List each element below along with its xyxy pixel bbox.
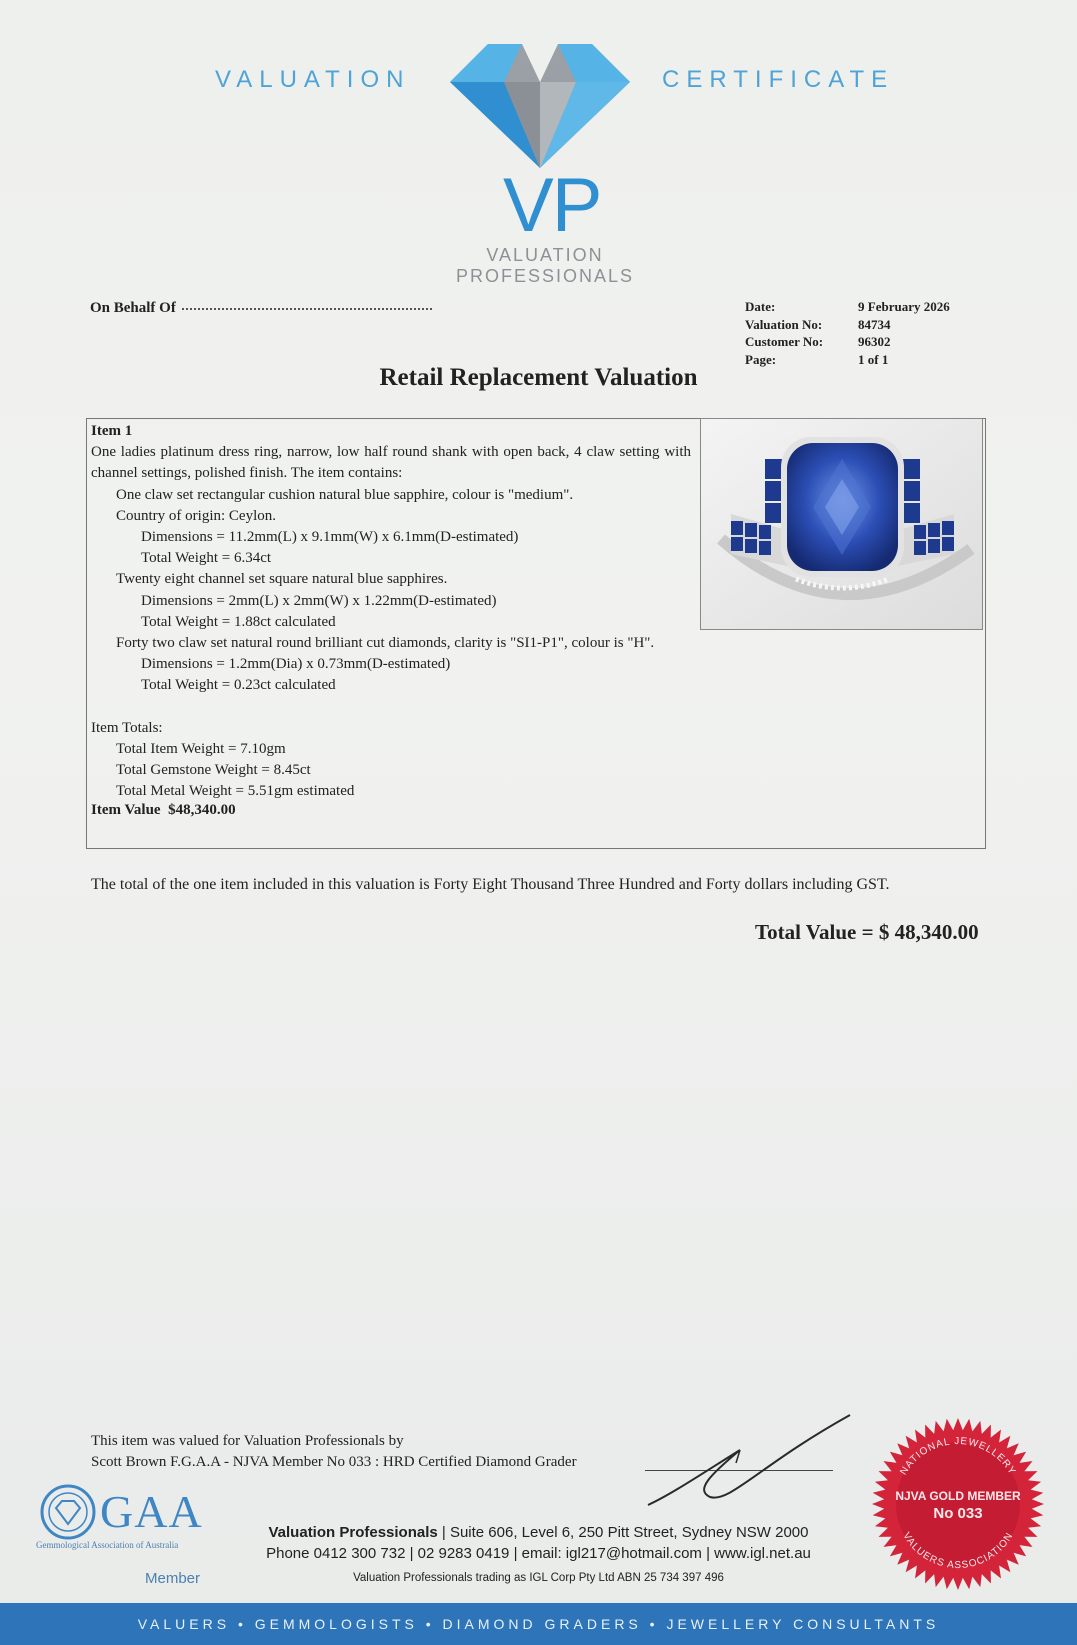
- total-value: Total Value = $ 48,340.00: [755, 920, 979, 944]
- header-word-certificate: CERTIFICATE: [662, 66, 895, 93]
- footer-band: VALUERS • GEMMOLOGISTS • DIAMOND GRADERS • JEWELLERY CONSULTANTS: [0, 1603, 1077, 1645]
- seal-line2: No 033: [933, 1505, 983, 1522]
- item-diamond-weight: Total Weight = 0.23ct calculated: [141, 677, 336, 694]
- item-centre-stone: One claw set rectangular cushion natural blue sapphire, colour is "medium".: [116, 486, 574, 503]
- totals-heading: Item Totals:: [91, 719, 163, 736]
- ring-photo: [700, 418, 983, 630]
- meta-value: 96302: [858, 334, 891, 349]
- seal-top-arc: NATIONAL JEWELLERY: [898, 1435, 1018, 1478]
- meta-value: 84734: [858, 316, 891, 332]
- valued-by-line1: This item was valued for Valuation Professionals by: [91, 1433, 404, 1449]
- meta-label: Page:: [745, 351, 777, 367]
- item-channel-dims: Dimensions = 2mm(L) x 2mm(W) x 1.22mm(D-estimated): [141, 592, 497, 609]
- item-diamonds: Forty two claw set natural round brilliant cut diamonds, clarity is "SI1-P1", colour is "H".: [116, 635, 655, 652]
- meta-label: Date:: [745, 299, 776, 314]
- seal-bottom-arc: VALUERS ASSOCIATION: [900, 1530, 1016, 1572]
- item-origin: Country of origin: Ceylon.: [116, 507, 276, 524]
- item-channel-stones: Twenty eight channel set square natural blue sapphires.: [116, 571, 448, 588]
- valued-by-line2: Scott Brown F.G.A.A - NJVA Member No 033 : HRD Certified Diamond Grader: [91, 1454, 577, 1470]
- item-value-label: Item Value: [91, 802, 161, 819]
- item-heading: Item 1: [91, 423, 133, 439]
- document-title: Retail Replacement Valuation: [379, 364, 698, 391]
- summary-sentence: The total of the one item included in this valuation is Forty Eight Thousand Three Hundred and Forty dollars including GST.: [91, 876, 890, 893]
- logo-sub-line2: PROFESSIONALS: [455, 266, 635, 286]
- item-description: [91, 421, 691, 819]
- meta-value: 9 February 2026: [858, 299, 950, 314]
- seal-line1: NJVA GOLD MEMBER: [895, 1489, 1021, 1503]
- gaa-logo-text: GAA: [100, 1486, 203, 1537]
- on-behalf-label: On Behalf Of: [90, 300, 176, 316]
- on-behalf-dotted-line: [182, 308, 432, 310]
- meta-row-date: [745, 298, 950, 316]
- logo-sub-line1: VALUATION: [486, 245, 604, 265]
- contact-company: Valuation Professionals: [268, 1524, 438, 1541]
- logo-vp-letters: VP: [503, 163, 601, 248]
- njva-gold-member-seal: [868, 1414, 1048, 1594]
- total-metal-weight: Total Metal Weight = 5.51gm estimated: [116, 783, 355, 800]
- meta-label: Valuation No:: [745, 316, 823, 332]
- meta-row-customer-no: [745, 333, 950, 351]
- item-intro: One ladies platinum dress ring, narrow, low half round shank with open back, 4 claw setting with channel settings, polished finish. The item contains:: [91, 444, 691, 482]
- meta-value: 1 of 1: [858, 351, 889, 367]
- item-centre-dims: Dimensions = 11.2mm(L) x 9.1mm(W) x 6.1mm(D-estimated): [141, 529, 519, 546]
- contact-trading: Valuation Professionals trading as IGL Corp Pty Ltd ABN 25 734 397 496: [353, 1572, 724, 1584]
- diamond-logo-icon: [448, 42, 632, 170]
- item-diamond-dims: Dimensions = 1.2mm(Dia) x 0.73mm(D-estimated): [141, 656, 451, 673]
- gaa-full-name: Gemmological Association of Australia: [36, 1540, 179, 1550]
- valued-by: [91, 1431, 577, 1473]
- spacer: [91, 697, 691, 718]
- contact-address: | Suite 606, Level 6, 250 Pitt Street, Sydney NSW 2000: [437, 1524, 809, 1541]
- meta-row-valuation-no: [745, 316, 950, 334]
- meta-label: Customer No:: [745, 334, 824, 349]
- item-channel-weight: Total Weight = 1.88ct calculated: [141, 613, 336, 630]
- on-behalf-of: [90, 300, 432, 317]
- contact-phones: Phone 0412 300 732 | 02 9283 0419 | email: igl217@hotmail.com | www.igl.net.au: [266, 1545, 811, 1562]
- sapphire-ring-image: [701, 419, 983, 630]
- logo-subtitle: [440, 245, 650, 287]
- header-word-valuation: VALUATION: [215, 66, 411, 93]
- item-value-amount: $48,340.00: [168, 802, 236, 819]
- signature-icon: [640, 1405, 860, 1515]
- item-centre-weight: Total Weight = 6.34ct: [141, 550, 272, 567]
- item-value: [91, 802, 691, 819]
- gaa-member-label: Member: [145, 1570, 201, 1587]
- total-gemstone-weight: Total Gemstone Weight = 8.45ct: [116, 762, 311, 779]
- valuation-meta: [745, 298, 950, 368]
- total-item-weight: Total Item Weight = 7.10gm: [116, 740, 286, 757]
